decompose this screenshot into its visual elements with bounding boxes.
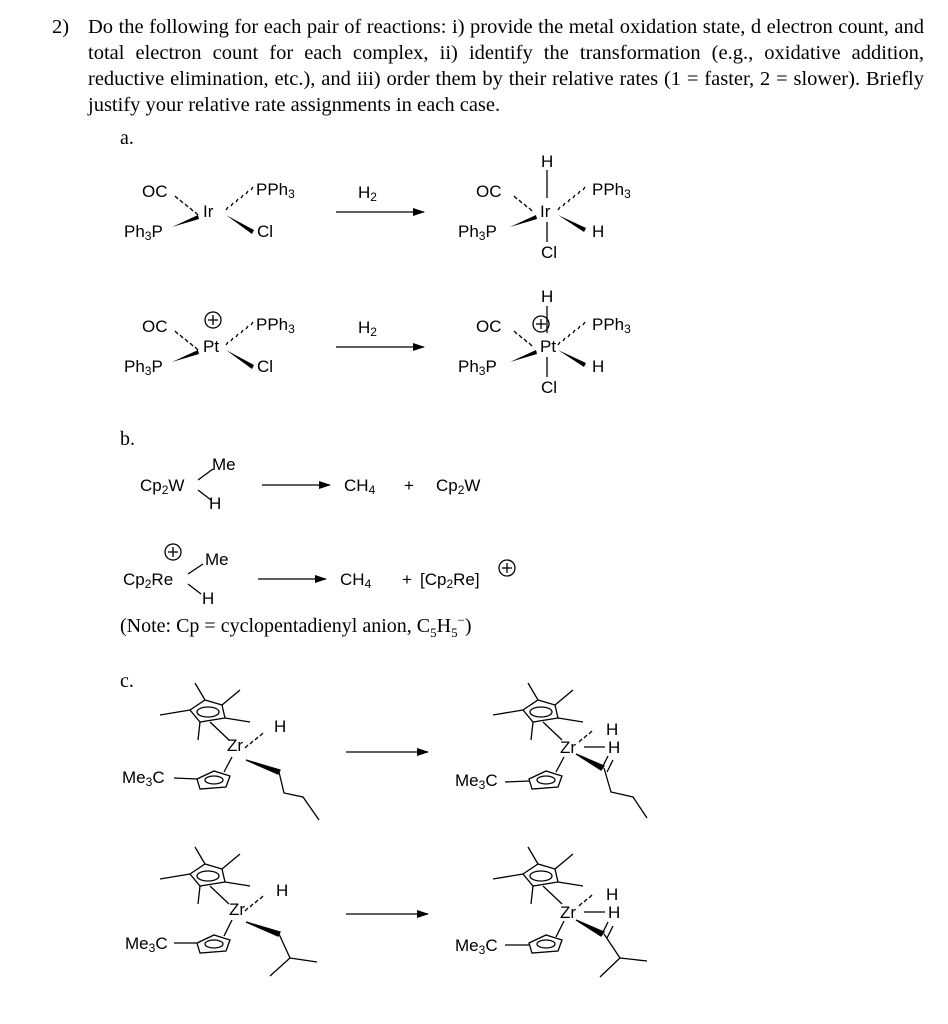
metal-zr: Zr	[560, 903, 577, 922]
ligand-co: OC	[142, 317, 168, 336]
ligand-ph3p: $Ph_3P$	[124, 357, 163, 378]
cp-ring	[197, 771, 230, 789]
metal-ir: Ir	[203, 202, 214, 221]
ligand-pph3: PPh$_3$	[256, 180, 295, 201]
tert-butyl-label: $Me_3C$	[455, 771, 498, 792]
ligand-ph3p: $Ph_3P$	[124, 222, 163, 243]
methyl-label: Me	[205, 550, 229, 569]
hydride-h: H	[276, 881, 289, 900]
reactant-cp2re: $Cp_2Re$	[123, 570, 174, 591]
question-text: Do the following for each pair of reactions: i) provide the metal oxidation state, d electron count, and total electron count for each complex, ii) identify the transformation (e.g., oxidative addition, reductive elimination, etc.), and iii) order them by their relative rates (1 = faster, 2 = slower). Briefly justify your relative rate assignments in each case.	[88, 16, 924, 116]
hydride-h: H	[274, 717, 287, 736]
metal-zr: Zr	[560, 738, 577, 757]
product-metal-ir: Ir	[540, 202, 551, 221]
tert-butyl-label: $Me_3C$	[455, 936, 498, 957]
product-h-axial: H	[541, 287, 554, 306]
reagent-h2: $H_2$	[358, 183, 377, 204]
ligand-pph3: PPh$_3$	[256, 315, 295, 336]
hash-bond	[226, 187, 253, 210]
ligand-cl: Cl	[257, 357, 274, 376]
product-cl: Cl	[541, 243, 558, 262]
part-a-label: a.	[120, 127, 134, 149]
tert-butyl-label: $Me_3C$	[125, 934, 168, 955]
cp-note: (Note: Cp = cyclopentadienyl anion, $C_5H_5^-$)	[120, 612, 472, 640]
ligand-co: OC	[142, 182, 168, 201]
hydride-label: H	[202, 589, 215, 608]
product-metal-pt: Pt	[540, 337, 557, 356]
hydride-h: H	[608, 903, 621, 922]
cp-star-ring	[160, 683, 250, 740]
metal-zr: Zr	[227, 736, 244, 755]
product-ch4: $CH_4$	[340, 570, 372, 591]
product-cp2w: $Cp_2W$	[436, 476, 481, 497]
hydride-h: H	[606, 720, 619, 739]
hash-bond	[175, 331, 198, 350]
product-cp2re-cation: $[Cp_2Re]$	[420, 570, 480, 591]
product-ligand-co: OC	[476, 182, 502, 201]
ligand-cl: Cl	[257, 222, 274, 241]
product-h-equatorial: H	[592, 222, 605, 241]
product-cl: Cl	[541, 378, 558, 397]
product-h-axial: H	[541, 152, 554, 171]
part-c-label: c.	[120, 670, 134, 692]
question-number: 2)	[52, 16, 70, 38]
metal-zr: Zr	[229, 900, 246, 919]
product-ligand-ph3p: $Ph_3P$	[458, 357, 497, 378]
hydride-h: H	[606, 885, 619, 904]
part-b-label: b.	[120, 428, 135, 450]
hydride-label: H	[209, 494, 222, 513]
hash-bond	[175, 196, 198, 215]
hydride-h: H	[608, 738, 621, 757]
product-ch4: $CH_4$	[344, 476, 376, 497]
reagent-h2: $H_2$	[358, 318, 377, 339]
plus-sign: +	[404, 476, 414, 495]
product-h-equatorial: H	[592, 357, 605, 376]
methyl-label: Me	[212, 455, 236, 474]
tert-butyl-label: $Me_3C$	[122, 768, 165, 789]
product-ligand-ph3p: $Ph_3P$	[458, 222, 497, 243]
hash-bond	[226, 322, 253, 345]
product-ligand-pph3: PPh$_3$	[592, 180, 631, 201]
metal-pt: Pt	[203, 337, 220, 356]
reactant-cp2w: $Cp_2W$	[140, 476, 185, 497]
product-ligand-pph3: PPh$_3$	[592, 315, 631, 336]
plus-sign: +	[402, 570, 412, 589]
product-ligand-co: OC	[476, 317, 502, 336]
